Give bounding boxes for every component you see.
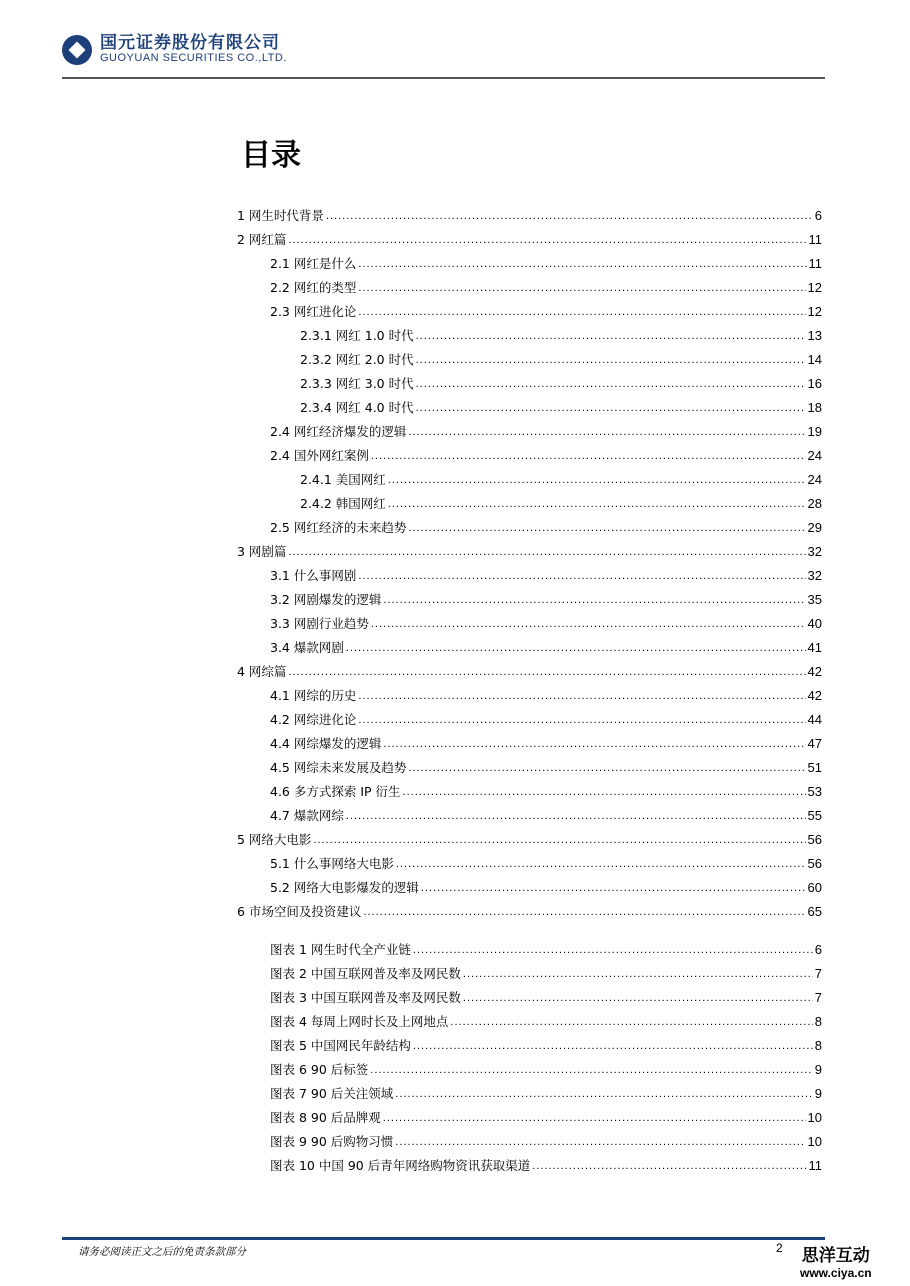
entry-page: 56 <box>807 832 822 847</box>
entry-page: 24 <box>807 448 822 463</box>
entry-label: 2.3.4 网红 4.0 时代 <box>300 400 414 415</box>
toc-entry[interactable] <box>300 396 822 416</box>
toc-entry[interactable] <box>270 588 822 608</box>
toc-entry[interactable] <box>300 348 822 368</box>
entry-page: 16 <box>807 376 822 391</box>
entry-label: 图表 5 中国网民年龄结构 <box>270 1038 411 1053</box>
entry-page: 42 <box>807 688 822 703</box>
toc-entry[interactable] <box>237 828 822 848</box>
header-divider <box>62 77 825 79</box>
toc-entry[interactable] <box>300 492 822 512</box>
company-name-cn: 国元证券股份有限公司 <box>100 33 280 53</box>
entry-label: 4 网综篇 <box>237 664 287 679</box>
entry-label: 5.2 网络大电影爆发的逻辑 <box>270 880 419 895</box>
entry-page: 35 <box>807 592 822 607</box>
toc-entry[interactable] <box>270 636 822 656</box>
dot-leader <box>288 664 805 680</box>
dot-leader <box>358 304 805 320</box>
entry-label: 3 网剧篇 <box>237 544 287 559</box>
entry-label: 5 网络大电影 <box>237 832 312 847</box>
dot-leader <box>383 1110 806 1126</box>
entry-label: 3.3 网剧行业趋势 <box>270 616 369 631</box>
entry-label: 3.4 爆款网剧 <box>270 640 344 655</box>
toc-entry[interactable] <box>300 468 822 488</box>
figure-entry[interactable] <box>270 938 822 958</box>
entry-page: 11 <box>808 256 822 271</box>
entry-page: 32 <box>807 544 822 559</box>
entry-label: 2.4.1 美国网红 <box>300 472 386 487</box>
toc-entry[interactable] <box>270 516 822 536</box>
watermark <box>800 1248 872 1282</box>
dot-leader <box>383 736 805 752</box>
figure-entry[interactable] <box>270 1058 822 1078</box>
toc-entry[interactable] <box>237 204 822 224</box>
footer-disclaimer: 请务必阅读正文之后的免责条款部分 <box>78 1246 246 1258</box>
entry-label: 2.3 网红进化论 <box>270 304 357 319</box>
dot-leader <box>383 592 805 608</box>
dot-leader <box>532 1158 806 1174</box>
entry-page: 40 <box>807 616 822 631</box>
toc-entry[interactable] <box>270 708 822 728</box>
figure-entry[interactable] <box>270 1106 822 1126</box>
entry-page: 55 <box>807 808 822 823</box>
entry-page: 14 <box>807 352 822 367</box>
entry-label: 4.5 网综未来发展及趋势 <box>270 760 407 775</box>
entry-label: 3.2 网剧爆发的逻辑 <box>270 592 382 607</box>
watermark-name: 思洋互动 <box>801 1246 870 1266</box>
entry-page: 9 <box>814 1062 822 1077</box>
dot-leader <box>370 1062 812 1078</box>
entry-label: 1 网生时代背景 <box>237 208 324 223</box>
dot-leader <box>416 328 806 344</box>
entry-label: 图表 6 90 后标签 <box>270 1062 369 1077</box>
entry-page: 24 <box>807 472 822 487</box>
dot-leader <box>358 568 805 584</box>
entry-label: 6 市场空间及投资建议 <box>237 904 362 919</box>
entry-page: 12 <box>807 304 822 319</box>
entry-page: 11 <box>808 232 822 247</box>
entry-label: 4.1 网综的历史 <box>270 688 357 703</box>
entry-page: 51 <box>807 760 822 775</box>
entry-page: 18 <box>807 400 822 415</box>
entry-page: 12 <box>807 280 822 295</box>
entry-label: 图表 9 90 后购物习惯 <box>270 1134 394 1149</box>
toc-entry[interactable] <box>270 252 822 272</box>
toc-entry[interactable] <box>270 444 822 464</box>
dot-leader <box>346 640 806 656</box>
entry-page: 11 <box>808 1158 822 1173</box>
entry-label: 4.6 多方式探索 IP 衍生 <box>270 784 401 799</box>
entry-page: 6 <box>814 942 822 957</box>
dot-leader <box>288 232 806 248</box>
dot-leader <box>346 808 806 824</box>
entry-page: 47 <box>807 736 822 751</box>
entry-label: 4.2 网综进化论 <box>270 712 357 727</box>
company-name-en: GUOYUAN SECURITIES CO.,LTD. <box>100 52 287 64</box>
dot-leader <box>371 448 806 464</box>
dot-leader <box>313 832 805 848</box>
figure-entry[interactable] <box>270 1010 822 1030</box>
dot-leader <box>413 1038 813 1054</box>
entry-page: 42 <box>807 664 822 679</box>
entry-label: 2.1 网红是什么 <box>270 256 357 271</box>
dot-leader <box>388 472 806 488</box>
dot-leader <box>363 904 805 920</box>
toc-entry[interactable] <box>270 804 822 824</box>
entry-label: 图表 10 中国 90 后青年网络购物资讯获取渠道 <box>270 1158 531 1173</box>
entry-label: 2.4.2 韩国网红 <box>300 496 386 511</box>
dot-leader <box>408 520 805 536</box>
toc-entry[interactable] <box>300 324 822 344</box>
dot-leader <box>463 990 813 1006</box>
dot-leader <box>358 712 805 728</box>
dot-leader <box>416 352 806 368</box>
entry-page: 10 <box>807 1110 822 1125</box>
dot-leader <box>358 280 805 296</box>
entry-label: 2.4 网红经济爆发的逻辑 <box>270 424 407 439</box>
dot-leader <box>413 942 813 958</box>
figure-entry[interactable] <box>270 962 822 982</box>
entry-page: 19 <box>807 424 822 439</box>
figure-entry[interactable] <box>270 1082 822 1102</box>
page-title: 目录 <box>241 138 301 173</box>
company-logo <box>62 34 287 65</box>
entry-label: 图表 4 每周上网时长及上网地点 <box>270 1014 449 1029</box>
entry-page: 7 <box>814 990 822 1005</box>
entry-label: 2.4 国外网红案例 <box>270 448 369 463</box>
entry-page: 60 <box>807 880 822 895</box>
dot-leader <box>371 616 806 632</box>
figure-entry[interactable] <box>270 1154 822 1174</box>
entry-label: 2.2 网红的类型 <box>270 280 357 295</box>
entry-label: 图表 8 90 后品牌观 <box>270 1110 381 1125</box>
dot-leader <box>358 688 805 704</box>
watermark-url: www.ciya.cn <box>800 1266 872 1280</box>
figure-entry[interactable] <box>270 986 822 1006</box>
toc-entry[interactable] <box>270 684 822 704</box>
entry-page: 53 <box>807 784 822 799</box>
page-number: 2 <box>776 1241 783 1255</box>
entry-label: 5.1 什么事网络大电影 <box>270 856 394 871</box>
entry-label: 2.5 网红经济的未来趋势 <box>270 520 407 535</box>
dot-leader <box>403 784 806 800</box>
dot-leader <box>421 880 806 896</box>
dot-leader <box>408 760 805 776</box>
toc-entry[interactable] <box>270 420 822 440</box>
toc-entry[interactable] <box>270 612 822 632</box>
entry-label: 2.3.3 网红 3.0 时代 <box>300 376 414 391</box>
figure-entry[interactable] <box>270 1034 822 1054</box>
toc-entry[interactable] <box>237 540 822 560</box>
entry-page: 32 <box>807 568 822 583</box>
entry-page: 8 <box>814 1014 822 1029</box>
entry-label: 图表 2 中国互联网普及率及网民数 <box>270 966 461 981</box>
toc-entry[interactable] <box>270 300 822 320</box>
dot-leader <box>416 376 806 392</box>
entry-label: 2.3.1 网红 1.0 时代 <box>300 328 414 343</box>
toc-entry[interactable] <box>270 756 822 776</box>
dot-leader <box>288 544 805 560</box>
dot-leader <box>396 856 806 872</box>
toc-entry[interactable] <box>270 732 822 752</box>
dot-leader <box>388 496 806 512</box>
entry-page: 9 <box>814 1086 822 1101</box>
entry-label: 图表 7 90 后关注领域 <box>270 1086 394 1101</box>
logo-icon <box>62 35 92 65</box>
entry-page: 29 <box>807 520 822 535</box>
entry-page: 10 <box>807 1134 822 1149</box>
dot-leader <box>450 1014 812 1030</box>
entry-label: 3.1 什么事网剧 <box>270 568 357 583</box>
entry-page: 56 <box>807 856 822 871</box>
entry-page: 65 <box>807 904 822 919</box>
dot-leader <box>395 1086 812 1102</box>
toc-entry[interactable] <box>270 564 822 584</box>
entry-page: 44 <box>807 712 822 727</box>
entry-page: 13 <box>807 328 822 343</box>
entry-label: 图表 1 网生时代全产业链 <box>270 942 411 957</box>
toc-entry[interactable] <box>300 372 822 392</box>
dot-leader <box>395 1134 805 1150</box>
entry-page: 7 <box>814 966 822 981</box>
entry-label: 2.3.2 网红 2.0 时代 <box>300 352 414 367</box>
dot-leader <box>408 424 805 440</box>
toc-entry[interactable] <box>237 228 822 248</box>
toc-entry[interactable] <box>270 276 822 296</box>
entry-page: 41 <box>807 640 822 655</box>
entry-label: 图表 3 中国互联网普及率及网民数 <box>270 990 461 1005</box>
figure-entry[interactable] <box>270 1130 822 1150</box>
dot-leader <box>326 208 813 224</box>
dot-leader <box>463 966 813 982</box>
entry-label: 2 网红篇 <box>237 232 287 247</box>
entry-page: 28 <box>807 496 822 511</box>
footer-divider <box>62 1237 825 1240</box>
entry-label: 4.4 网综爆发的逻辑 <box>270 736 382 751</box>
toc-entry[interactable] <box>237 900 822 920</box>
toc-entry[interactable] <box>237 660 822 680</box>
toc-entry[interactable] <box>270 852 822 872</box>
entry-page: 8 <box>814 1038 822 1053</box>
entry-page: 6 <box>814 208 822 223</box>
dot-leader <box>416 400 806 416</box>
entry-label: 4.7 爆款网综 <box>270 808 344 823</box>
toc-entry[interactable] <box>270 780 822 800</box>
toc-entry[interactable] <box>270 876 822 896</box>
dot-leader <box>358 256 806 272</box>
